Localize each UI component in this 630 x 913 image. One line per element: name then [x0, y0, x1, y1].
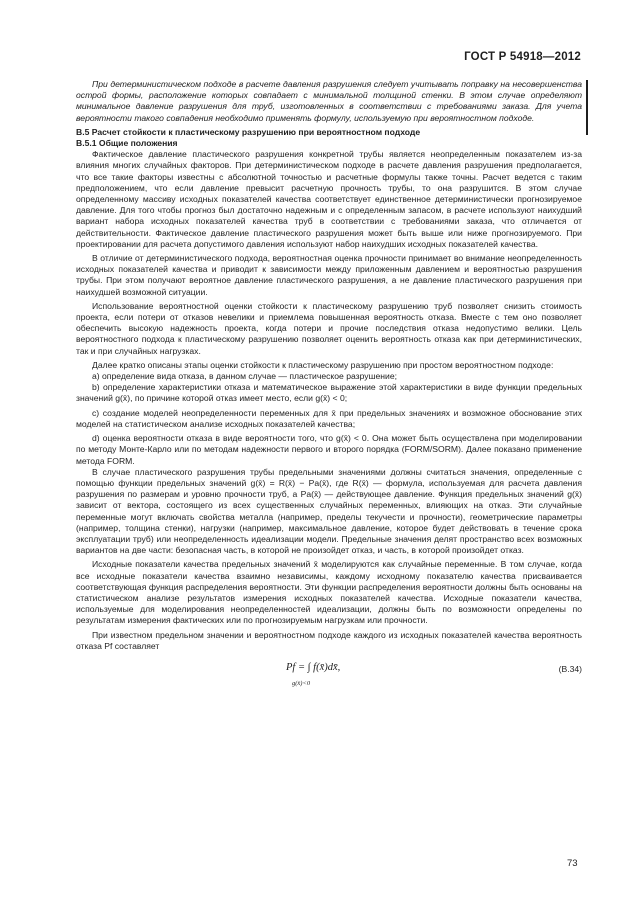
paragraph: Исходные показатели качества предельных значений x̄ моделируются как случайные переменные. В том случае, когда все исходные показатели качества взаимно независимы, каждому исходному показателю качества присваивается соответствующая функция распределения вероятности. Эти функции распределения вероятности должны быть основаны на статистическом анализе результатов измерения исходных показателей качества. Исходные показатели качества, используемые для моделирования неопределенностей идеализации, должны быть по возможности определены по результатам измерения фактических или по прогнозируемым нагрузкам или прочности.	[76, 559, 582, 626]
paragraph: При известном предельном значении и вероятностном подходе каждого из исходных показателей качества вероятность отказа Pf составляет	[76, 629, 582, 651]
paragraph: В отличие от детерминистического подхода, вероятностная оценка прочности принимает во внимание неопределенность исходных показателей качества и приводит к зависимости между приложенным давлением и вероятностью разрушения трубы. При этом получают вероятное давление пластического разрушения, а не давление пластического разрушения при наихудшей возможной ситуации.	[76, 253, 582, 297]
page-header-standard: ГОСТ Р 54918—2012	[464, 51, 581, 63]
note-text: При детерминистическом подходе в расчете давления разрушения следует учитывать поправку на несовершенства острой формы, расположение которых совпадает с минимальной толщиной стенки. В этом случае определяют минимальное давление разрушения для труб, изготовленных в соответствии с требованиями заказа. Для учета вероятности такого совпадения необходимо применять формулу, используемую при вероятностном подходе.	[76, 79, 582, 123]
list-item: a) определение вида отказа, в данном случае — пластическое разрушение;	[92, 371, 397, 382]
list-item: d) оценка вероятности отказа в виде вероятности того, что g(x̄) < 0. Она может быть осуществлена при моделировании по методу Монте-Карло или по методам надежности первого и второго порядка (FORM/SORM). Далее показано применение метода FORM.	[76, 433, 582, 466]
formula-block	[76, 658, 582, 698]
document-body	[76, 79, 582, 698]
note-paragraph	[76, 79, 582, 124]
change-bar	[586, 80, 588, 135]
list-item: c) создание моделей неопределенности переменных для x̄ при предельных значениях и возможное обоснование этих моделей на статистическом анализе исходных показателей качества;	[76, 407, 582, 429]
subsection-heading: В.5.1 Общие положения	[76, 138, 178, 149]
page-number: 73	[567, 858, 578, 869]
paragraph: В случае пластического разрушения трубы предельными значениями должны считаться значения, определенные с помощью функции предельных значений g(x̄) = R(x̄) − Pa(x̄), где R(x̄) — формула, используемая для расчета давления разрушения по размерам и уровню прочности труб, а Pa(x̄) — действующее давление. Функция предельных значений g(x̄) зависит от вектора, состоящего из всех существенных случайных переменных, влияющих на отказ. Эти случайные переменные могут включать свойства металла (например, пределы текучести и прочности), геометрические параметры (например, толщина стенки), нагрузки (например, максимальное давление, которое будет действовать в течение срока эксплуатации труб) или неопределенность идеализации модели. Предельные значения делят пространство всех возможных вариантов на две части: безопасная часть, в которой не произойдет отказ, и часть, в которой произойдет отказ.	[76, 466, 582, 556]
formula-expression: Pf = ∫ f(x̄)dx̄,	[286, 661, 341, 673]
paragraph: Фактическое давление пластического разрушения конкретной трубы является неопределенным показателем из-за влияния многих случайных факторов. При детерминистическом подходе в расчете давления разрушения предполагается, что все такие факторы известны с абсолютной точностью и расчетные формулы также точны. Расчет ведется с таким предположением, что если давление превысит расчетную прочность трубы, то она разрушится. В этом случае определенному массиву исходных показателей качества соответствует единственное детерминистически прогнозируемое давление. Для того чтобы прогноз был достаточно надежным и с определенным запасом, в расчете используют наихудший вариант набора исходных показателей качества труб в соответствии с требованиями заказа, что отличается от действительности. Фактическое давление пластического разрушения может быть выше или ниже прогнозируемого. При проектировании для расчета допустимого давления используют набор наихудших исходных показателей качества.	[76, 149, 582, 249]
section-heading: В.5 Расчет стойкости к пластическому разрушению при вероятностном подходе	[76, 126, 421, 137]
list-item: b) определение характеристики отказа и математическое выражение этой характеристики в виде функции предельных значений g(x̄), по причине которой отказ имеет место, если g(x̄) < 0;	[76, 382, 582, 404]
formula-number: (В.34)	[558, 663, 582, 674]
formula-integration-limit: g(x̄)<0	[292, 679, 311, 687]
paragraph: Далее кратко описаны этапы оценки стойкости к пластическому разрушению при простом вероятностном подходе:	[92, 359, 554, 370]
paragraph: Использование вероятностной оценки стойкости к пластическому разрушению труб позволяет снизить стоимость проекта, если потери от отказов невелики и приемлема повышенная вероятность отказа. Вместе с тем оно позволяет обеспечить высокую надежность проекта, когда потери и прочие последствия отказа недопустимо велики. Цель вероятностного подхода к пластическому разрушению позволяет оценить вероятность отказа как при детерминистических, так и при случайных нагрузках.	[76, 300, 582, 356]
